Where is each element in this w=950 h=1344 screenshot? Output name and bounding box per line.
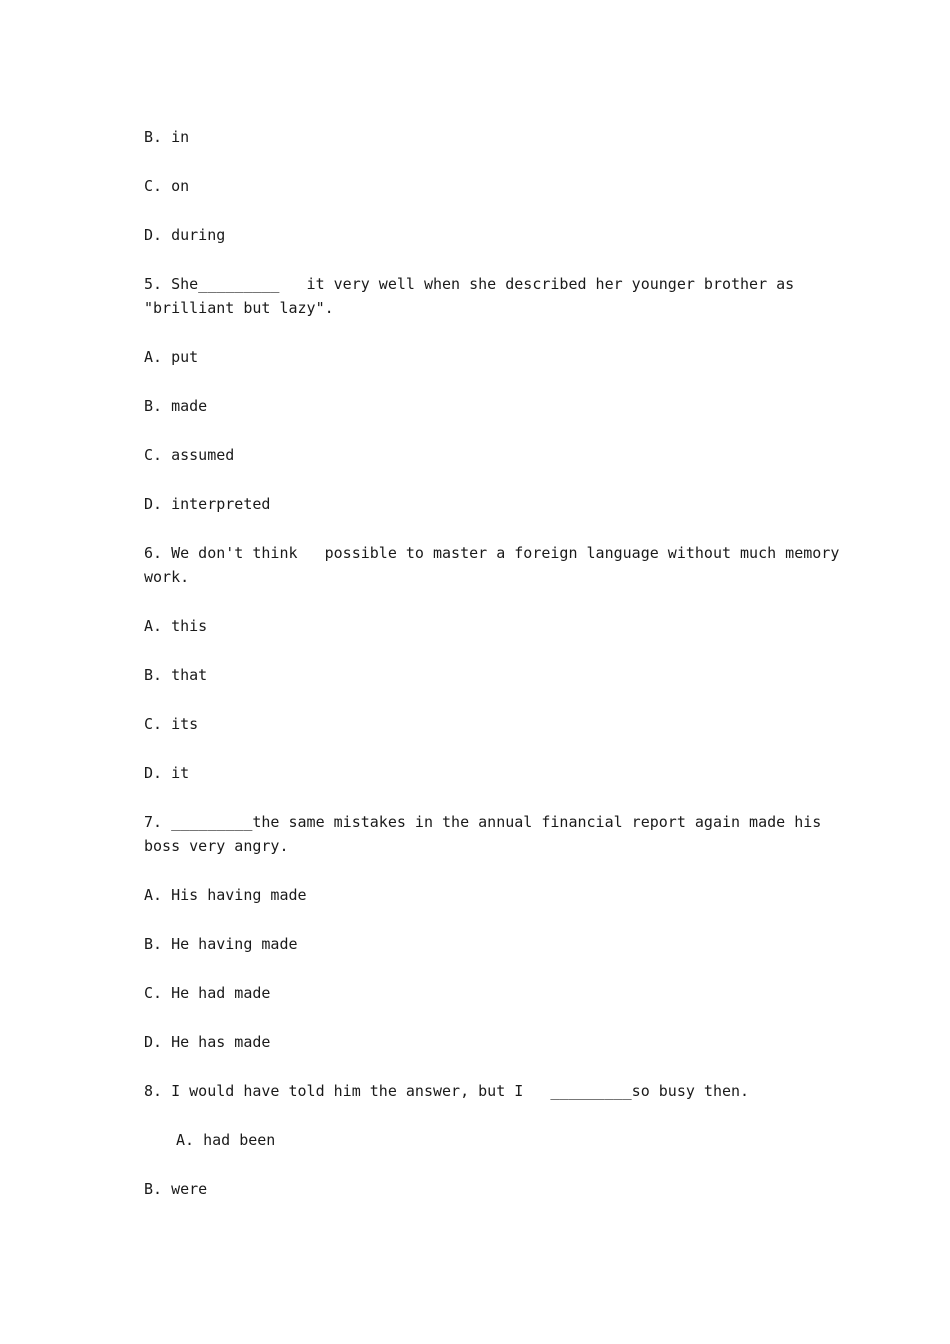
q8-option-b: B. were — [144, 1180, 208, 1198]
q5-stem-line-2: "brilliant but lazy". — [144, 299, 334, 317]
q6-option-b: B. that — [144, 666, 208, 684]
q7-option-a: A. His having made — [144, 886, 307, 904]
q7-option-b: B. He having made — [144, 935, 298, 953]
q8-stem: 8. I would have told him the answer, but I _________so busy then. — [144, 1082, 750, 1100]
q7-option-c: C. He had made — [144, 984, 271, 1002]
q4-option-c: C. on — [144, 177, 190, 195]
q4-option-b: B. in — [144, 128, 190, 146]
q6-stem-line-2: work. — [144, 568, 190, 586]
q8-option-a: A. had been — [176, 1131, 276, 1149]
q5-option-a: A. put — [144, 348, 199, 366]
q7-option-d: D. He has made — [144, 1033, 271, 1051]
q5-stem-line-1: 5. She_________ it very well when she described her younger brother as — [144, 275, 795, 293]
q6-stem-line-1: 6. We don't think possible to master a foreign language without much memory — [144, 544, 840, 562]
q4-option-d: D. during — [144, 226, 226, 244]
q7-stem-line-1: 7. _________the same mistakes in the annual financial report again made his — [144, 813, 822, 831]
q5-option-d: D. interpreted — [144, 495, 271, 513]
q5-option-c: C. assumed — [144, 446, 235, 464]
q6-option-a: A. this — [144, 617, 208, 635]
q6-option-d: D. it — [144, 764, 190, 782]
q5-option-b: B. made — [144, 397, 208, 415]
q6-option-c: C. its — [144, 715, 199, 733]
q7-stem-line-2: boss very angry. — [144, 837, 289, 855]
